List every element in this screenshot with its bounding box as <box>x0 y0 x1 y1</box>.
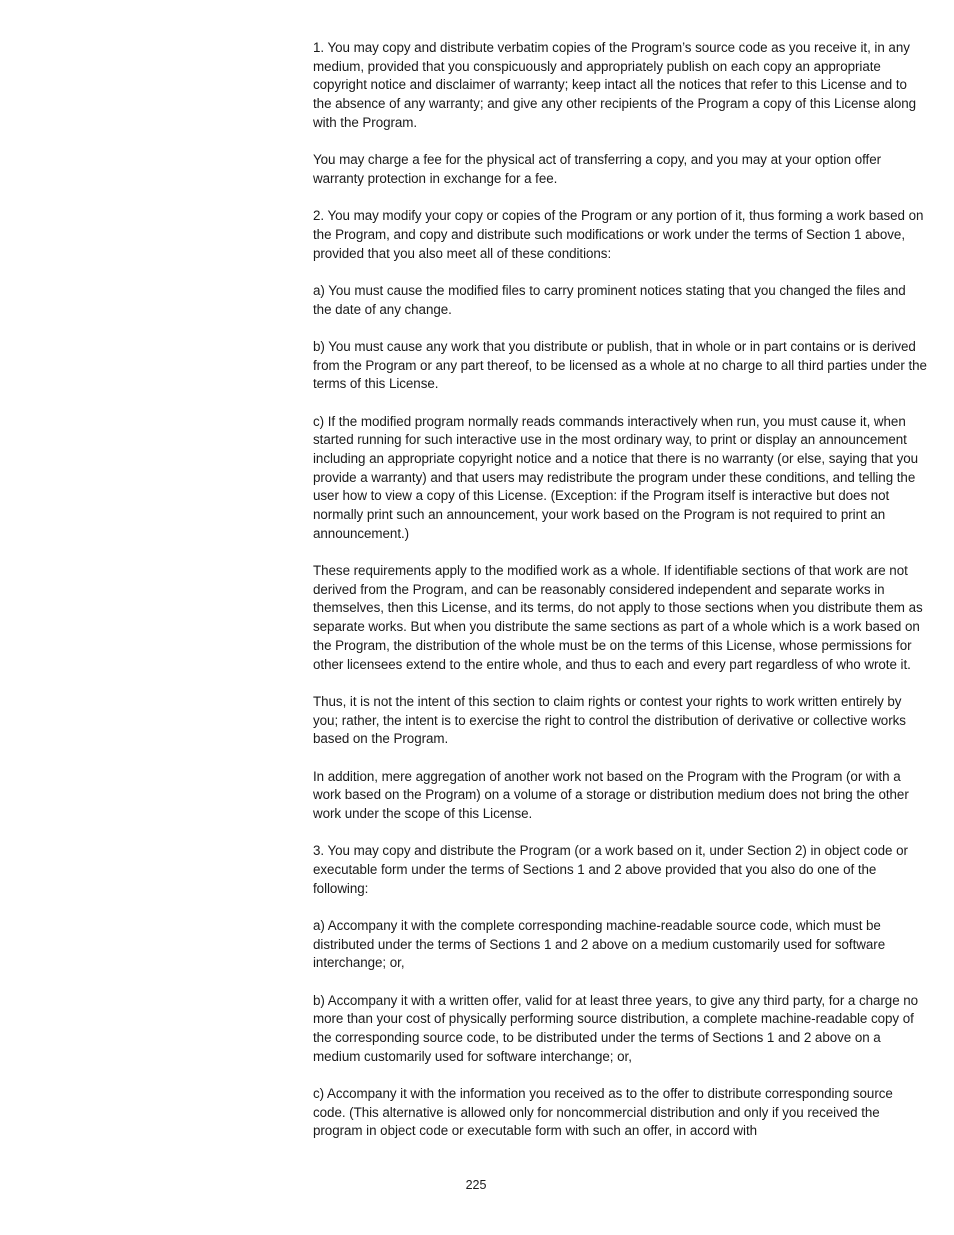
document-body <box>313 39 927 1160</box>
paragraph-section-2a: a) You must cause the modified files to carry prominent notices stating that you changed the files and the date of any change. <box>313 282 906 317</box>
paragraph-section-2b: b) You must cause any work that you distribute or publish, that in whole or in part contains or is derived from the Program or any part thereof, to be licensed as a whole at no charge to all third parties under the terms of this License. <box>313 338 927 392</box>
paragraph-section-3c: c) Accompany it with the information you received as to the offer to distribute corresponding source code. (This alternative is allowed only for noncommercial distribution and only if you received the program in object code or executable form with such an offer, in accord with <box>313 1086 893 1139</box>
paragraph-intent: Thus, it is not the intent of this section to claim rights or contest your rights to work written entirely by you; rather, the intent is to exercise the right to control the distribution of derivative or collective works based on the Program. <box>313 693 906 747</box>
paragraph-section-2c: c) If the modified program normally reads commands interactively when run, you must cause it, when started running for such interactive use in the most ordinary way, to print or display an announcement including an appropriate copyright notice and a notice that there is no warranty (or else, saying that you provide a warranty) and that users may redistribute the program under these conditions, and telling the user how to view a copy of this License. (Exception: if the Program itself is interactive but does not normally print such an announcement, your work based on the Program is not required to print an announcement.) <box>313 413 919 541</box>
paragraph-aggregation: In addition, mere aggregation of another work not based on the Program with the Program (or with a work based on the Program) on a volume of a storage or distribution medium does not bring the other work under the scope of this License. <box>313 768 909 821</box>
paragraph-section-3: 3. You may copy and distribute the Program (or a work based on it, under Section 2) in object code or executable form under the terms of Sections 1 and 2 above provided that you also do one of the following: <box>313 843 908 896</box>
paragraph-requirements: These requirements apply to the modified work as a whole. If identifiable sections of that work are not derived from the Program, and can be reasonably considered independent and separate works in themselves, then this License, and its terms, do not apply to those sections when you distribute them as separate works. But when you distribute the same sections as part of a whole which is a work based on the Program, the distribution of the whole must be on the terms of this License, whose permissions for other licensees extend to the entire whole, and thus to each and every part regardless of who wrote it. <box>313 563 923 672</box>
page-number: 225 <box>465 1178 487 1192</box>
paragraph-section-3a: a) Accompany it with the complete corresponding machine-readable source code, which must be distributed under the terms of Sections 1 and 2 above on a medium customarily used for software interchange; or, <box>313 917 886 971</box>
paragraph-section-2: 2. You may modify your copy or copies of the Program or any portion of it, thus forming a work based on the Program, and copy and distribute such modifications or work under the terms of Section 1 above, provided that you also meet all of these conditions: <box>313 208 924 261</box>
paragraph-section-3b: b) Accompany it with a written offer, valid for at least three years, to give any third party, for a charge no more than your cost of physically performing source distribution, a complete machine-readable copy of the corresponding source code, to be distributed under the terms of Sections 1 and 2 above on a medium customarily used for software interchange; or, <box>313 992 919 1064</box>
paragraph-section-1: 1. You may copy and distribute verbatim copies of the Program’s source code as you receive it, in any medium, provided that you conspicuously and appropriately publish on each copy an appropriate copyright notice and disclaimer of warranty; keep intact all the notices that refer to this License and to the absence of any warranty; and give any other recipients of the Program a copy of this License along with the Program. <box>313 40 917 130</box>
paragraph-fee: You may charge a fee for the physical act of transferring a copy, and you may at your option offer warranty protection in exchange for a fee. <box>313 152 882 186</box>
